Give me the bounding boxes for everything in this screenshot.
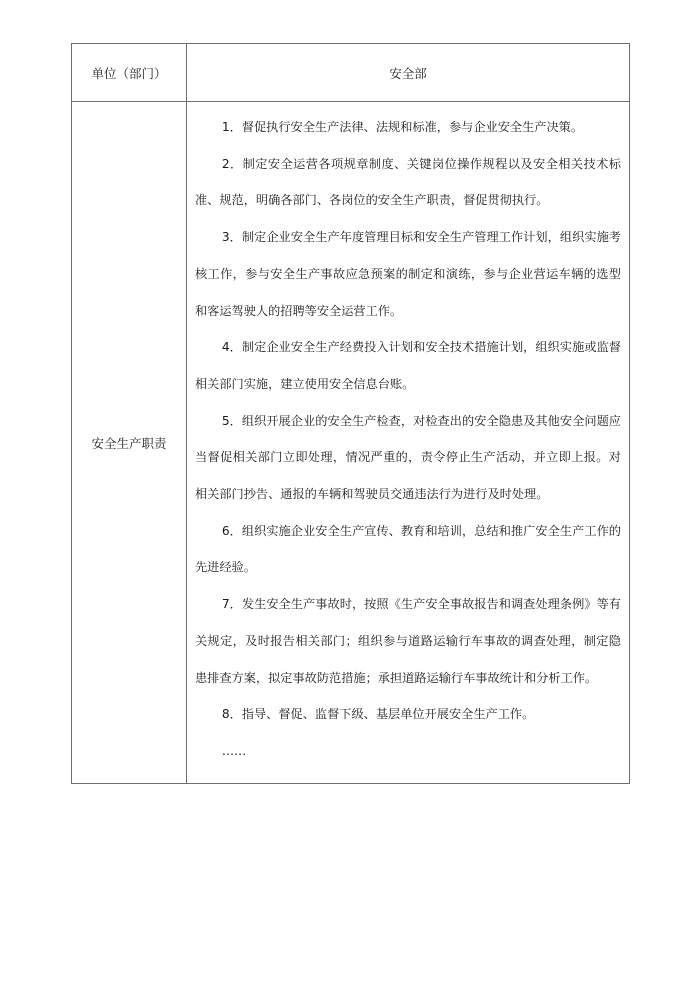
table-header-row	[72, 44, 630, 102]
duty-item-ellipsis: ……	[221, 743, 247, 758]
duty-item-6: 6．组织实施企业安全生产宣传、教育和培训，总结和推广安全生产工作的先进经验。	[195, 523, 621, 575]
duty-item-4: 4．制定企业安全生产经费投入计划和安全技术措施计划，组织实施或监督相关部门实施，建立使用安全信息台账。	[195, 340, 621, 391]
duty-item-8: 8．指导、督促、监督下级、基层单位开展安全生产工作。	[221, 707, 535, 722]
duty-item-5: 5．组织开展企业的安全生产检查，对检查出的安全隐患及其他安全问题应当督促相关部门立即处理，情况严重的，责令停止生产活动，并立即上报。对相关部门抄告、通报的车辆和驾驶员交通违法行为进行及时处理。	[195, 413, 621, 502]
duty-item-3: 3．制定企业安全生产年度管理目标和安全生产管理工作计划，组织实施考核工作，参与安全生产事故应急预案的制定和演练，参与企业营运车辆的选型和客运驾驶人的招聘等安全运营工作。	[195, 230, 621, 318]
responsibility-table	[71, 43, 630, 784]
responsibility-label-cell: 安全生产职责	[72, 102, 187, 784]
responsibility-content-cell	[187, 102, 630, 784]
duty-item-1: 1．督促执行安全生产法律、法规和标准，参与企业安全生产决策。	[221, 120, 584, 134]
unit-label-cell: 单位（部门）	[72, 44, 187, 102]
department-value-cell: 安全部	[187, 44, 630, 102]
duty-item-7: 7．发生安全生产事故时，按照《生产安全事故报告和调查处理条例》等有关规定，及时报告相关部门；组织参与道路运输行车事故的调查处理，制定隐患排查方案，拟定事故防范措施；承担道路运输行车事故统计和分析工作。	[195, 597, 621, 685]
duty-item-2: 2．制定安全运营各项规章制度、关键岗位操作规程以及安全相关技术标准、规范，明确各部门、各岗位的安全生产职责，督促贯彻执行。	[195, 156, 621, 208]
responsibility-row	[72, 102, 630, 784]
